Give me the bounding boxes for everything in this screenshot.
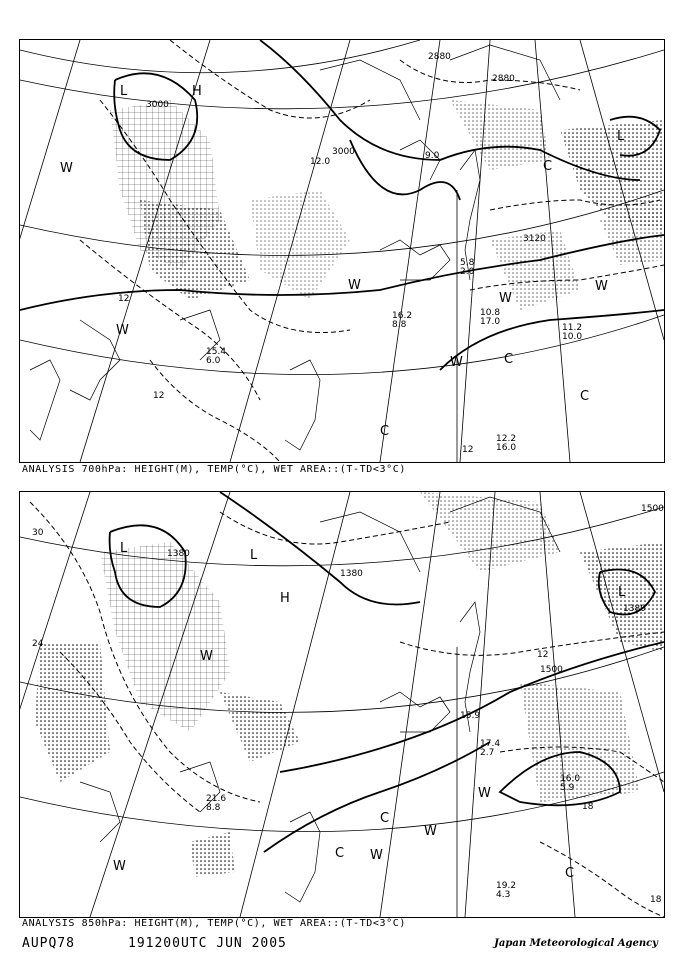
low-center: L	[120, 541, 128, 556]
low-center: L	[618, 585, 626, 600]
contour-label: 2880	[428, 52, 451, 62]
map-panel-850hpa	[19, 491, 665, 918]
cold-center: C	[580, 389, 590, 404]
agency-name: Japan Meteorological Agency	[494, 938, 658, 949]
wet-areas	[110, 100, 664, 310]
station-value: 17.0	[480, 317, 501, 327]
station-value: 19.2	[496, 881, 517, 891]
warm-center: W	[595, 279, 608, 294]
contour-label: 30	[32, 528, 44, 538]
valid-time: 191200UTC JUN 2005	[128, 936, 287, 951]
warm-center: W	[116, 323, 129, 338]
station-value: 2.7	[480, 748, 495, 758]
contour-label: 12	[462, 445, 474, 455]
station-value: 5.9	[560, 783, 575, 793]
station-value: 8.8	[206, 803, 221, 813]
station-value: 16.0	[560, 774, 581, 784]
station-value: 16.0	[496, 443, 517, 453]
station-value: 11.2	[562, 323, 583, 333]
contour-label: 18	[650, 895, 662, 905]
contour-label: 1380	[623, 604, 646, 614]
wet-areas	[35, 492, 664, 877]
cold-center: C	[380, 811, 390, 826]
contour-label: 12	[537, 650, 549, 660]
warm-center: W	[499, 291, 512, 306]
cold-center: C	[543, 159, 553, 174]
contour-label: 1500	[540, 665, 563, 675]
station-value: 4.3	[496, 890, 511, 900]
warm-center: W	[60, 161, 73, 176]
height-contours	[20, 40, 664, 370]
chart-caption-850hpa: ANALYSIS 850hPa: HEIGHT(M), TEMP(°C), WET AREA::(T-TD<3°C)	[22, 918, 406, 929]
high-center: H	[192, 84, 202, 99]
station-value: 9.0	[425, 151, 440, 161]
contour-label: 1500	[641, 504, 664, 514]
contour-label: 12	[118, 294, 130, 304]
warm-center: W	[200, 649, 213, 664]
warm-center: W	[113, 859, 126, 874]
contour-label: 2880	[492, 74, 515, 84]
warm-center: W	[450, 355, 463, 370]
low-center: L	[250, 548, 258, 563]
map-panel-700hpa	[19, 39, 665, 463]
high-center: H	[280, 591, 290, 606]
station-value: 12.2	[496, 434, 517, 444]
station-value: 15.4	[206, 347, 227, 357]
warm-center: W	[370, 848, 383, 863]
station-value: 15.9	[460, 711, 481, 721]
station-value: 8.8	[392, 320, 407, 330]
station-value: 10.0	[562, 332, 583, 342]
station-value: 2.0	[460, 267, 475, 277]
warm-center: W	[348, 278, 361, 293]
station-value: 12.0	[310, 157, 331, 167]
contour-label: 3000	[146, 100, 169, 110]
station-value: 5.8	[460, 258, 475, 268]
cold-center: C	[335, 846, 345, 861]
warm-center: W	[478, 786, 491, 801]
chart-caption-700hpa: ANALYSIS 700hPa: HEIGHT(M), TEMP(°C), WET AREA::(T-TD<3°C)	[22, 464, 406, 475]
station-value: 6.0	[206, 356, 221, 366]
station-value: 21.6	[206, 794, 227, 804]
contour-label: 3120	[523, 234, 546, 244]
contour-label: 1380	[340, 569, 363, 579]
cold-center: C	[565, 866, 575, 881]
station-value: 16.2	[392, 311, 413, 321]
contour-label: 3000	[332, 147, 355, 157]
contour-label: 24	[32, 639, 44, 649]
product-code: AUPQ78	[22, 936, 75, 951]
warm-center: W	[424, 824, 437, 839]
cold-center: C	[504, 352, 514, 367]
contour-label: 1380	[167, 549, 190, 559]
map-700hpa-svg	[20, 40, 664, 462]
station-value: 17.4	[480, 739, 501, 749]
low-center: L	[617, 129, 625, 144]
contour-label: 12	[153, 391, 165, 401]
map-850hpa-svg	[20, 492, 664, 917]
cold-center: C	[380, 424, 390, 439]
low-center: L	[120, 84, 128, 99]
station-value: 10.8	[480, 308, 501, 318]
contour-label: 18	[582, 802, 594, 812]
